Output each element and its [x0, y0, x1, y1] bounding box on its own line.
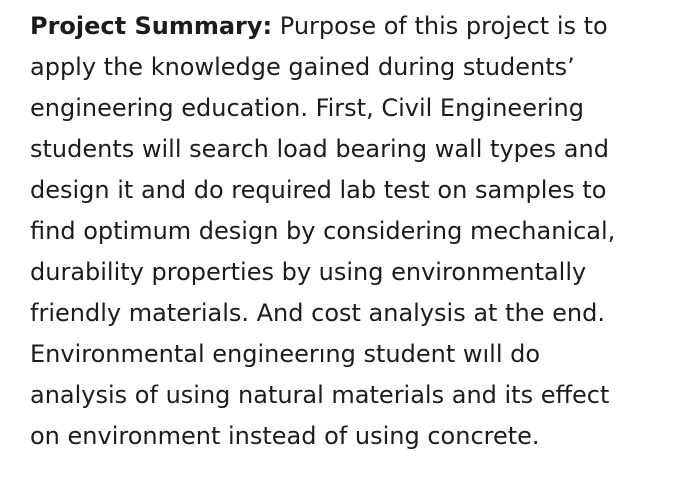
summary-line-7: durability properties by using environmentally [30, 258, 587, 286]
summary-text: Purpose of this project is to [272, 12, 608, 40]
summary-line-9: Environmental engineerıng student wıll do [30, 340, 541, 368]
project-summary-paragraph [30, 6, 680, 457]
project-summary-label: Project Summary: [30, 12, 273, 40]
summary-line-8: friendly materials. And cost analysis at the end. [30, 299, 605, 327]
summary-line-4: students will search load bearing wall types and [30, 135, 609, 163]
summary-line-6: find optimum design by considering mechanical, [30, 217, 616, 245]
summary-line-11: on environment instead of using concrete. [30, 422, 540, 450]
summary-line-10: analysis of using natural materials and its effect [30, 381, 610, 409]
summary-line-2: apply the knowledge gained during students’ [30, 53, 575, 81]
summary-line-3: engineering education. First, Civil Engineering [30, 94, 584, 122]
summary-line-1 [30, 6, 680, 47]
summary-line-5: design it and do required lab test on samples to [30, 176, 607, 204]
